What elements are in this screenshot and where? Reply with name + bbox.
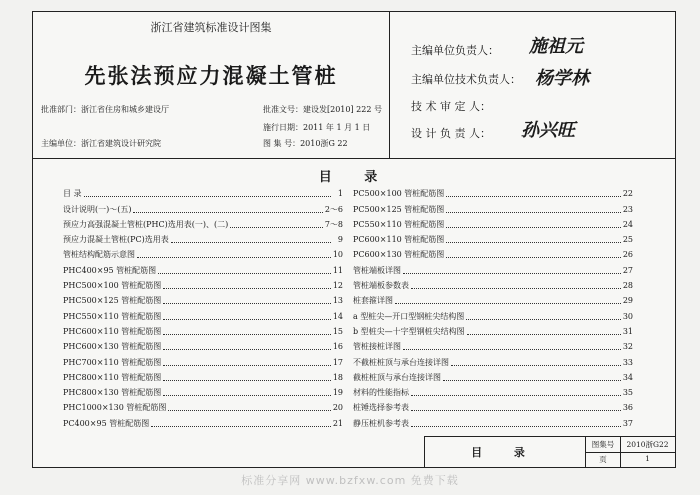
watermark: 标准分享网 www.bzfxw.com 免费下载 [241,474,459,487]
toc-entry-page: 9 [337,235,343,245]
toc-entry-title: PHC700×110 管桩配筋图 [63,357,162,367]
toc-entry [63,276,343,291]
toc-entry-title: PC400×95 管桩配筋图 [63,418,150,428]
toc-entry [353,337,633,352]
approval-doc: 批准文号：建设发[2010] 222 号 [263,105,382,114]
role-tech-lead: 主编单位技术负责人： [411,73,521,86]
toc-leader-dots [451,365,621,366]
toc-leader-dots [163,395,331,396]
toc-entry-title: PC600×130 管桩配筋图 [353,250,445,260]
toc-leader-dots [163,349,331,350]
toc-entry [63,215,343,230]
toc-leader-dots [171,242,331,243]
toc-entry-title: 管桩接桩详图 [353,342,401,352]
toc-leader-dots [163,319,331,320]
toc-entry-title: PC500×100 管桩配筋图 [353,189,445,199]
toc-entry [63,383,343,398]
toc-heading: 目 录 [318,170,392,185]
toc-entry-title: PHC400×95 管桩配筋图 [63,265,157,275]
toc-leader-dots [151,426,331,427]
toc-leader-dots [411,395,621,396]
toc-entry-title: 预应力混凝土管桩(PC)选用表 [63,235,169,245]
toc-entry-title: b 型桩尖—十字型钢桩尖结构图 [353,326,465,336]
toc-entry-page: 16 [332,342,343,352]
toc-entry-title: PHC600×130 管桩配筋图 [63,342,162,352]
toc-entry-title: 材料的性能指标 [353,388,409,398]
role-unit-lead: 主编单位负责人： [411,44,499,57]
toc-leader-dots [446,257,621,258]
toc-entry-page: 17 [332,357,343,367]
toc-entry-page: 22 [622,189,633,199]
toc-entry-page: 14 [332,311,343,321]
toc-entry [353,306,633,321]
toc-entry-title: PHC500×125 管桩配筋图 [63,296,162,306]
toc-entry-page: 29 [622,296,633,306]
toc-entry-page: 2～6 [324,204,343,214]
toc-entry-title: PHC500×100 管桩配筋图 [63,281,162,291]
toc-leader-dots [446,227,621,228]
role-reviewer: 技 术 审 定 人： [411,100,491,113]
toc-entry-title: 截桩桩顶与承台连接详图 [353,372,441,382]
toc-entry-title: PC500×125 管桩配筋图 [353,204,445,214]
toc-leader-dots [403,273,621,274]
toc-entry [63,199,343,214]
toc-entry-page: 24 [622,219,633,229]
toc-leader-dots [395,303,621,304]
toc-leader-dots [446,212,621,213]
toc-entry-title: PHC600×110 管桩配筋图 [63,326,162,336]
toc-entry-page: 20 [332,403,343,413]
toc-leader-dots [411,288,621,289]
toc-entry-title: PHC550×110 管桩配筋图 [63,311,162,321]
header-divider [33,158,675,159]
page-label: 页 [599,455,607,464]
toc-entry [353,368,633,383]
toc-entry-title: 静压桩机参考表 [353,418,409,428]
toc-entry-title: 管桩端板详图 [353,265,401,275]
toc-entry [353,245,633,260]
toc-leader-dots [84,196,331,197]
toc-entry-page: 30 [622,311,633,321]
toc-entry-title: 预应力高强混凝土管桩(PHC)选用表(一)、(二) [63,219,229,229]
signature-unit-lead: 施祖元 [529,36,583,57]
toc-entry-title: PC550×110 管桩配筋图 [353,219,445,229]
toc-entry-page: 19 [332,388,343,398]
title-block [424,436,675,467]
toc-entry-title: 不截桩桩顶与承台连接详图 [353,357,449,367]
toc-entry-title: a 型桩尖—开口型钢桩尖结构图 [353,311,465,321]
atlas-label: 图集号 [591,440,615,449]
toc-entry-page: 31 [622,326,633,336]
toc-entry-title: PHC1000×130 管桩配筋图 [63,403,167,413]
toc-entry-page: 25 [622,235,633,245]
toc-entry [63,413,343,428]
toc-entry-title: PHC800×130 管桩配筋图 [63,388,162,398]
toc-leader-dots [163,365,331,366]
title-block-divider [620,437,621,467]
toc-left-column [63,184,343,429]
approval-dept: 批准部门：浙江省住房和城乡建设厅 [41,105,169,114]
toc-entry [353,398,633,413]
toc-leader-dots [411,426,621,427]
drawing-sheet [32,11,676,468]
atlas-number: 图 集 号：2010浙G 22 [263,139,348,148]
effective-date: 施行日期：2011 年 1 月 1 日 [263,123,371,132]
toc-entry-page: 7～8 [324,219,343,229]
toc-entry [63,245,343,260]
atlas-series: 浙江省建筑标准设计图集 [150,21,272,34]
toc-entry-page: 36 [622,403,633,413]
toc-entry [353,383,633,398]
toc-leader-dots [133,212,322,213]
toc-leader-dots [466,319,621,320]
toc-entry-page: 13 [332,296,343,306]
toc-entry-page: 35 [622,388,633,398]
toc-entry-title: 管桩结构配筋示意图 [63,250,135,260]
toc-leader-dots [446,242,621,243]
toc-leader-dots [168,410,330,411]
toc-entry-title: 桩锤选择参考表 [353,403,409,413]
toc-entry-page: 21 [332,418,343,428]
title-block-divider [585,452,675,453]
signature-tech-lead: 杨学林 [535,68,589,89]
toc-entry-page: 10 [332,250,343,260]
role-designer: 设 计 负 责 人： [411,127,491,140]
toc-entry-title: 管桩端板参数表 [353,281,409,291]
toc-entry [63,184,343,199]
editor-unit: 主编单位：浙江省建筑设计研究院 [41,139,161,148]
toc-entry-title: 桩套箍详图 [353,296,393,306]
toc-entry [353,413,633,428]
toc-leader-dots [411,410,621,411]
toc-entry-title: 设计说明(一)～(五) [63,204,132,214]
toc-entry-page: 28 [622,281,633,291]
toc-entry [353,322,633,337]
toc-leader-dots [443,380,621,381]
toc-right-column [353,184,633,429]
toc-entry-title: 目 录 [63,189,82,199]
toc-entry [353,230,633,245]
toc-entry [63,398,343,413]
toc-entry-page: 34 [622,372,633,382]
toc-entry [353,291,633,306]
header-left [33,12,390,158]
toc-entry [353,199,633,214]
toc-entry-page: 32 [622,342,633,352]
toc-entry-page: 37 [622,418,633,428]
page-value: 1 [645,454,650,463]
toc-entry-page: 27 [622,265,633,275]
toc-entry-page: 1 [337,189,343,199]
toc-entry-page: 23 [622,204,633,214]
toc-entry-page: 26 [622,250,633,260]
toc-entry [63,368,343,383]
toc-entry [353,276,633,291]
toc-entry [63,291,343,306]
toc-leader-dots [158,273,331,274]
toc-leader-dots [137,257,331,258]
header-right [389,12,675,158]
toc-leader-dots [163,303,331,304]
signature-designer: 孙兴旺 [521,120,575,141]
toc-entry [353,352,633,367]
atlas-value: 2010浙G22 [626,440,669,449]
toc-entry [353,215,633,230]
toc-leader-dots [230,227,323,228]
toc-entry [353,184,633,199]
toc-leader-dots [163,380,331,381]
toc-entry-title: PC600×110 管桩配筋图 [353,235,445,245]
toc-entry [63,260,343,275]
toc-entry [353,260,633,275]
toc-entry-page: 33 [622,357,633,367]
toc-entry [63,322,343,337]
toc-entry [63,352,343,367]
toc-entry [63,337,343,352]
toc-entry-page: 15 [332,326,343,336]
toc-leader-dots [446,196,621,197]
toc-leader-dots [403,349,621,350]
toc-leader-dots [163,288,331,289]
toc-entry-page: 11 [332,265,343,275]
toc-entry [63,230,343,245]
toc-leader-dots [163,334,331,335]
toc-entry-title: PHC800×110 管桩配筋图 [63,372,162,382]
toc-leader-dots [467,334,621,335]
page-title: 先张法预应力混凝土管桩 [84,63,338,88]
toc-entry-page: 12 [332,281,343,291]
title-block-name: 目 录 [425,437,586,467]
toc-entry-page: 18 [332,372,343,382]
toc-entry [63,306,343,321]
